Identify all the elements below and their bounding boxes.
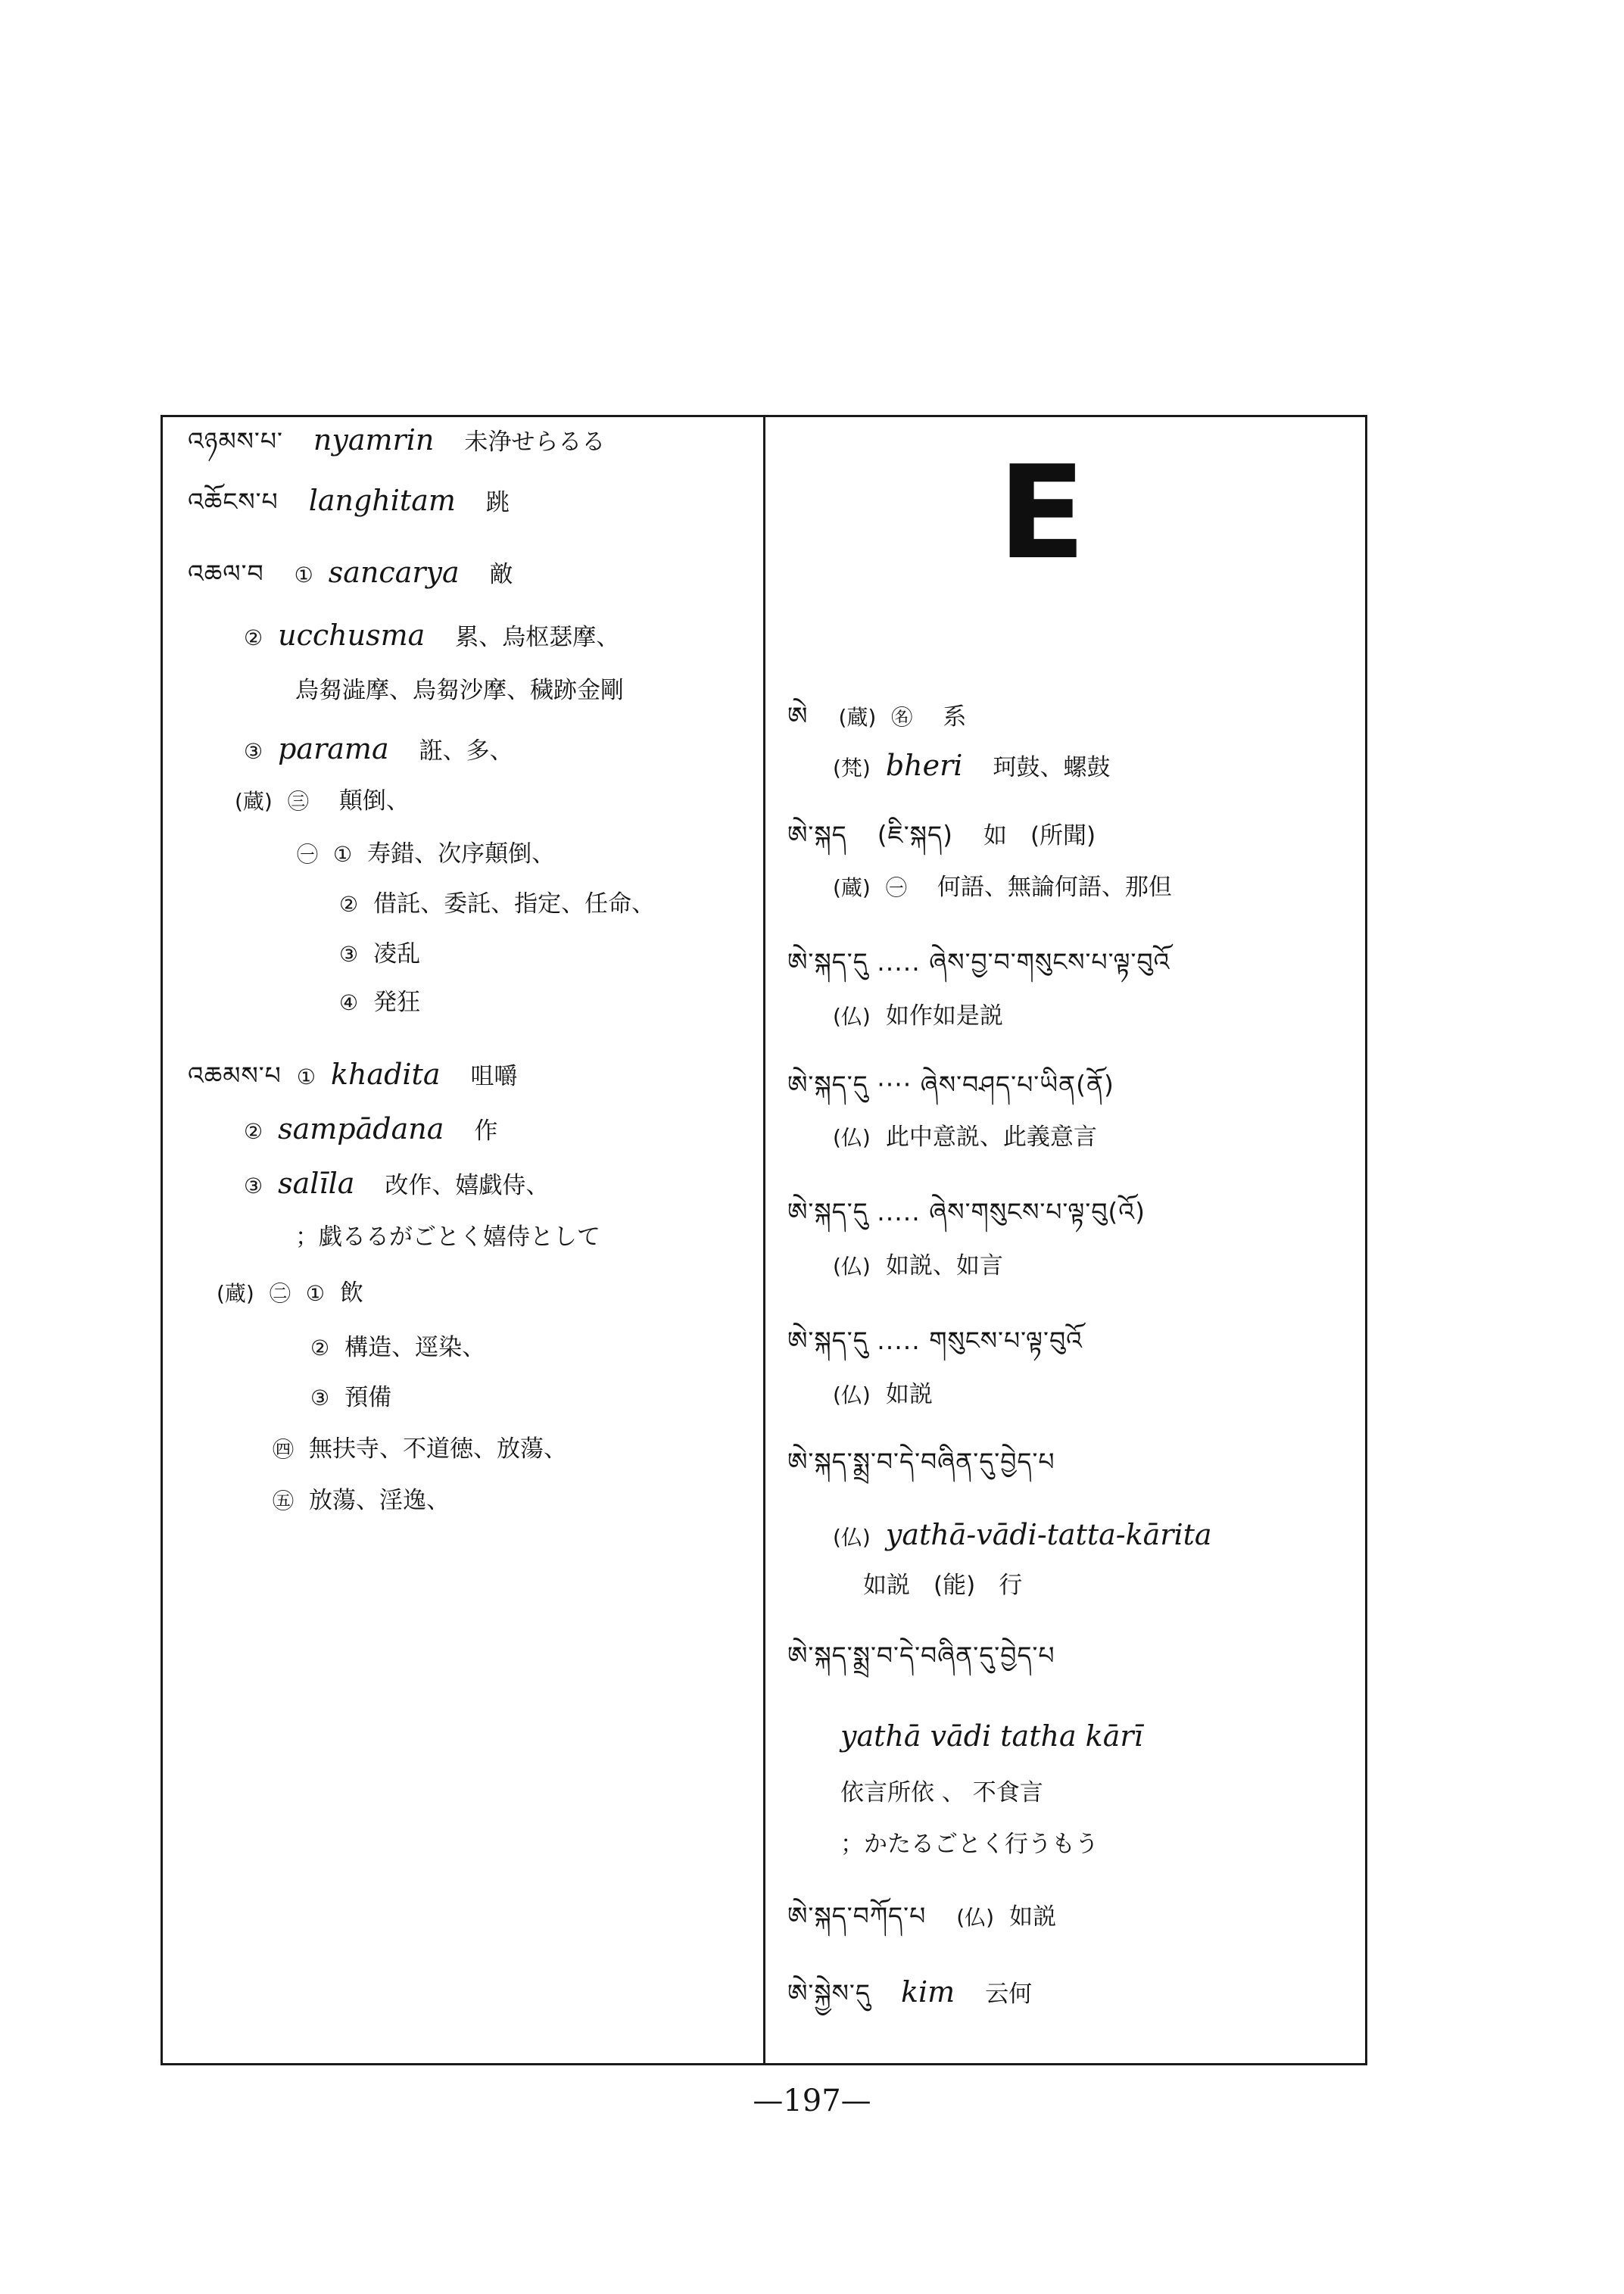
entry-line (833, 869, 1172, 905)
entry-line (339, 984, 420, 1021)
entry-line (244, 618, 619, 656)
entry-line (244, 1111, 497, 1149)
source-label: (仏) (833, 1004, 871, 1029)
japanese-gloss: 烏芻澁摩、烏芻沙摩、穢跡金剛 (295, 677, 624, 704)
japanese-gloss: 敵 (489, 561, 513, 588)
sense-number: ③ (244, 739, 263, 764)
japanese-gloss: 飲 (339, 1279, 363, 1307)
japanese-gloss: 如 (所聞) (983, 822, 1096, 849)
sense-number: ② (244, 1119, 263, 1144)
source-label: (仏) (956, 1905, 995, 1930)
entry-line (188, 422, 605, 460)
japanese-gloss: 構造、逕染、 (344, 1334, 486, 1361)
entry-line (787, 1068, 1114, 1102)
entry-line (840, 1775, 1043, 1810)
japanese-gloss: 作 (474, 1117, 498, 1145)
japanese-gloss: 預備 (344, 1384, 392, 1411)
entry-line (339, 886, 655, 922)
source-label: (蔵) (838, 705, 877, 730)
sense-number: ① (333, 842, 353, 867)
entry-line (787, 945, 1170, 980)
romanized-term: yathā vādi tatha kārī (840, 1719, 1143, 1753)
japanese-gloss: 依言所依 、 不食言 (840, 1779, 1043, 1806)
sense-number: ② (310, 1336, 330, 1361)
entry-line (244, 731, 513, 769)
japanese-gloss: 跳 (485, 489, 510, 516)
grammar-mark: ㊁ (269, 1281, 291, 1306)
romanized-term: yathā-vādi-tatta-kārita (885, 1518, 1212, 1551)
tibetan-headword: འཆལ་བ (188, 559, 264, 588)
japanese-gloss: 改作、嬉戯侍、 (385, 1172, 550, 1199)
romanized-term: salīla (278, 1167, 355, 1200)
japanese-gloss: 珂鼓、螺鼓 (993, 754, 1111, 781)
romanized-term: sancarya (328, 556, 460, 589)
source-label: (仏) (833, 1254, 871, 1279)
entry-line (235, 783, 410, 819)
source-label: (仏) (833, 1525, 871, 1550)
japanese-gloss: 何語、無論何語、那但 (937, 874, 1172, 901)
entry-line (310, 1379, 391, 1416)
japanese-gloss: 放蕩、淫逸、 (309, 1487, 450, 1514)
japanese-gloss: 寿錯、次序顛倒、 (367, 840, 556, 868)
japanese-gloss: 無扶寺、不道徳、放蕩、 (309, 1435, 568, 1463)
source-label: (蔵) (235, 789, 273, 814)
sense-number: ② (339, 892, 359, 917)
sense-number: ② (244, 625, 263, 650)
japanese-gloss: 如説 (能) 行 (863, 1572, 1023, 1599)
source-label: (梵) (833, 756, 871, 781)
romanized-term: parama (278, 732, 389, 765)
tibetan-headword: ཨེ (787, 701, 809, 731)
tibetan-headword: ཨེ་སྐད་བཀོད་པ (787, 1901, 927, 1931)
sense-number: ① (294, 563, 313, 588)
romanized-term: khadita (330, 1058, 441, 1091)
romanized-term: langhitam (308, 484, 456, 517)
tibetan-headword: ཨེ་སྐད (787, 820, 847, 849)
entry-line (787, 699, 966, 735)
entry-line (310, 1329, 485, 1366)
japanese-gloss: 此中意説、此義意言 (885, 1124, 1097, 1151)
japanese-gloss: 発狂 (373, 989, 421, 1016)
grammar-mark: ㊂ (287, 789, 309, 814)
tibetan-headword: ཨེ་སྐད་དུ ..... ཞེས་གསུངས་པ་ལྟ་བུ(འོ) (787, 1197, 1146, 1226)
tibetan-headword: ཨེ་སྐད་སྨྲ་བ་དེ་བཞིན་དུ་བྱེད་པ (787, 1447, 1055, 1476)
entry-line (273, 1482, 450, 1519)
tibetan-headword: འཆོངས་པ (188, 487, 279, 516)
tibetan-headword: ཨེ་སྐད་སྨྲ་བ་དེ་བཞིན་དུ་བྱེད་པ (787, 1641, 1055, 1670)
entry-line (297, 836, 555, 872)
entry-line (339, 936, 420, 972)
entry-line (840, 1719, 1143, 1755)
grammar-mark: ㊀ (297, 842, 319, 867)
entry-line (787, 1899, 1056, 1935)
right-column (778, 415, 1361, 2065)
entry-line (787, 1445, 1055, 1479)
grammar-mark: ㊃ (273, 1437, 295, 1462)
entry-line (833, 1248, 1003, 1284)
source-label: (蔵) (217, 1281, 254, 1306)
romanized-term: bheri (885, 749, 963, 782)
japanese-gloss: ；戯るるがごとく嬉侍として (295, 1223, 600, 1251)
entry-line (833, 1376, 933, 1413)
japanese-gloss: 如説 (885, 1381, 933, 1408)
tibetan-headword: ཨེ་སྐད་དུ ..... ཞེས་བྱ་བ་གསུངས་པ་ལྟ་བུའོ (787, 947, 1170, 977)
grammar-mark: ㊔ (891, 705, 913, 730)
grammar-mark: ㊀ (885, 875, 907, 900)
entry-line (787, 1323, 1083, 1358)
japanese-gloss: 未浄せらるる (464, 429, 606, 456)
entry-line (787, 1638, 1055, 1673)
japanese-gloss: 如作如是説 (885, 1002, 1003, 1030)
japanese-gloss: 累、烏枢瑟摩、 (455, 624, 620, 651)
source-label: (仏) (833, 1382, 871, 1407)
source-label: (蔵) (833, 875, 871, 900)
romanized-term: ucchusma (278, 619, 425, 652)
section-letter: E (998, 438, 1086, 588)
entry-line (188, 555, 513, 593)
sense-number: ③ (310, 1385, 330, 1410)
sense-number: ③ (244, 1173, 263, 1198)
tibetan-headword: འཉམས་པ་ (188, 426, 283, 456)
tibetan-headword: ཨེ་སྐྱེས་དུ (787, 1978, 871, 2008)
entry-line (787, 1195, 1146, 1230)
japanese-gloss: ；かたるごとく行うもう (840, 1831, 1099, 1858)
japanese-gloss: 借託、委託、指定、任命、 (373, 890, 656, 918)
tibetan-variant: (ཇི་སྐད) (877, 820, 953, 849)
entry-line (273, 1431, 567, 1467)
entry-line (840, 1826, 1099, 1862)
entry-line (295, 672, 624, 708)
entry-line (244, 1166, 549, 1204)
sense-number: ③ (339, 942, 359, 967)
japanese-gloss: 誑、多、 (419, 737, 513, 765)
entry-line (833, 1119, 1097, 1155)
tibetan-headword: འཆམས་པ (188, 1061, 282, 1090)
entry-line (188, 483, 510, 520)
entry-line (833, 998, 1003, 1034)
japanese-gloss: 如説、如言 (885, 1252, 1003, 1279)
japanese-gloss: 如説 (1009, 1903, 1057, 1931)
entry-line (787, 1975, 1032, 2012)
entry-line (787, 818, 1096, 853)
entry-line (188, 1057, 517, 1095)
grammar-mark: ㊄ (273, 1488, 295, 1513)
romanized-term: nyamrin (313, 423, 435, 457)
entry-line (863, 1567, 1022, 1603)
romanized-term: kim (900, 1975, 955, 2009)
entry-line (833, 748, 1110, 786)
sense-number: ① (305, 1281, 325, 1306)
sense-number: ① (296, 1064, 316, 1089)
entry-line (833, 1517, 1212, 1555)
left-column (174, 415, 757, 2065)
japanese-gloss: 咀嚼 (470, 1063, 518, 1090)
romanized-term: sampādana (278, 1112, 444, 1145)
japanese-gloss: 凌乱 (373, 940, 421, 968)
page-number: —197— (753, 2084, 871, 2118)
japanese-gloss: 顛倒、 (338, 787, 410, 815)
entry-line (295, 1219, 600, 1255)
entry-line (217, 1275, 363, 1311)
tibetan-headword: ཨེ་སྐད་དུ ···· ཞེས་བཤད་པ་ཡིན(ནོ) (787, 1070, 1114, 1099)
japanese-gloss: 云何 (985, 1981, 1033, 2008)
column-divider (763, 415, 765, 2065)
sense-number: ④ (339, 990, 359, 1015)
japanese-gloss: 系 (943, 703, 967, 731)
source-label: (仏) (833, 1125, 871, 1150)
tibetan-headword: ཨེ་སྐད་དུ ..... གསུངས་པ་ལྟ་བུའོ (787, 1326, 1083, 1355)
